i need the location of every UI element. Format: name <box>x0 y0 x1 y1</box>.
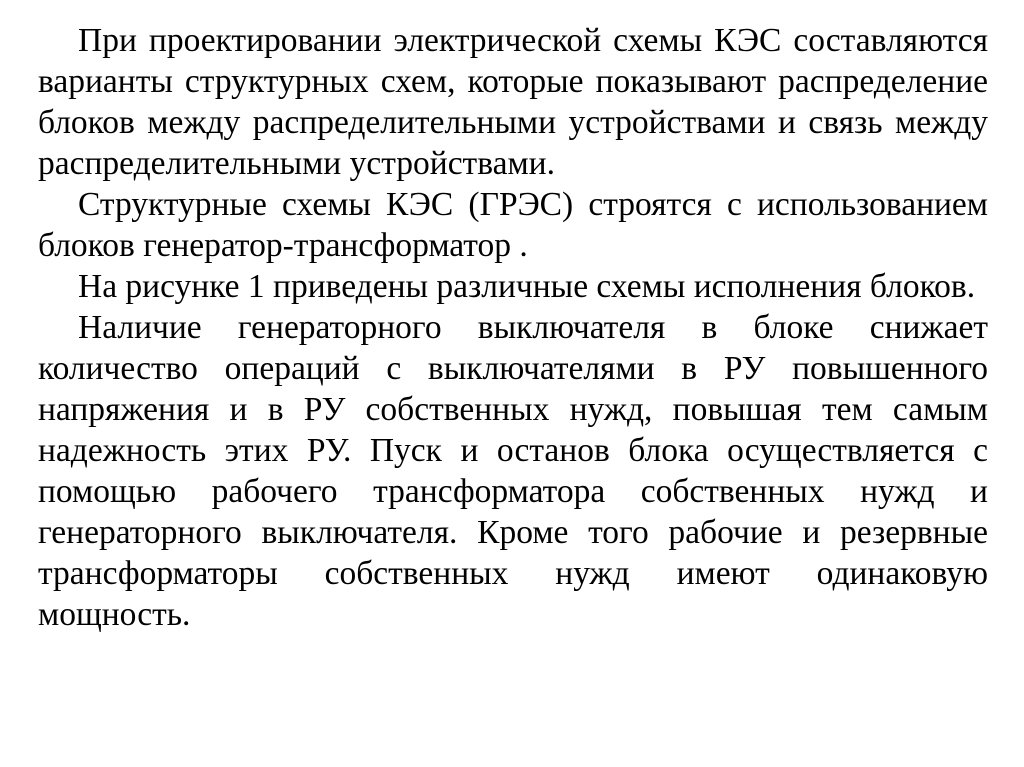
paragraph-figure-reference: На рисунке 1 приведены различные схемы исполнения блоков. <box>78 268 976 305</box>
paragraph-structural-schemes-intro: При проектировании электрической схемы КЭС составляются варианты структурных схем, которые показывают распределение блоков между распределительными устройствами и связь между распределительными устройствами. <box>38 22 988 182</box>
paragraph-generator-breaker: Наличие генераторного выключателя в блоке снижает количество операций с выключателями в РУ повышенного напряжения и в РУ собственных нужд, повышая тем самым надежность этих РУ. Пуск и останов блока осуществляется с помощью рабочего трансформатора собственных нужд и генераторного выключателя. Кроме того рабочие и резервные трансформаторы собственных нужд имеют одинаковую мощность. <box>38 309 988 633</box>
paragraph-generator-transformer-blocks: Структурные схемы КЭС (ГРЭС) строятся с использованием блоков генератор-трансформатор . <box>38 186 988 264</box>
slide-text-body <box>38 20 988 635</box>
